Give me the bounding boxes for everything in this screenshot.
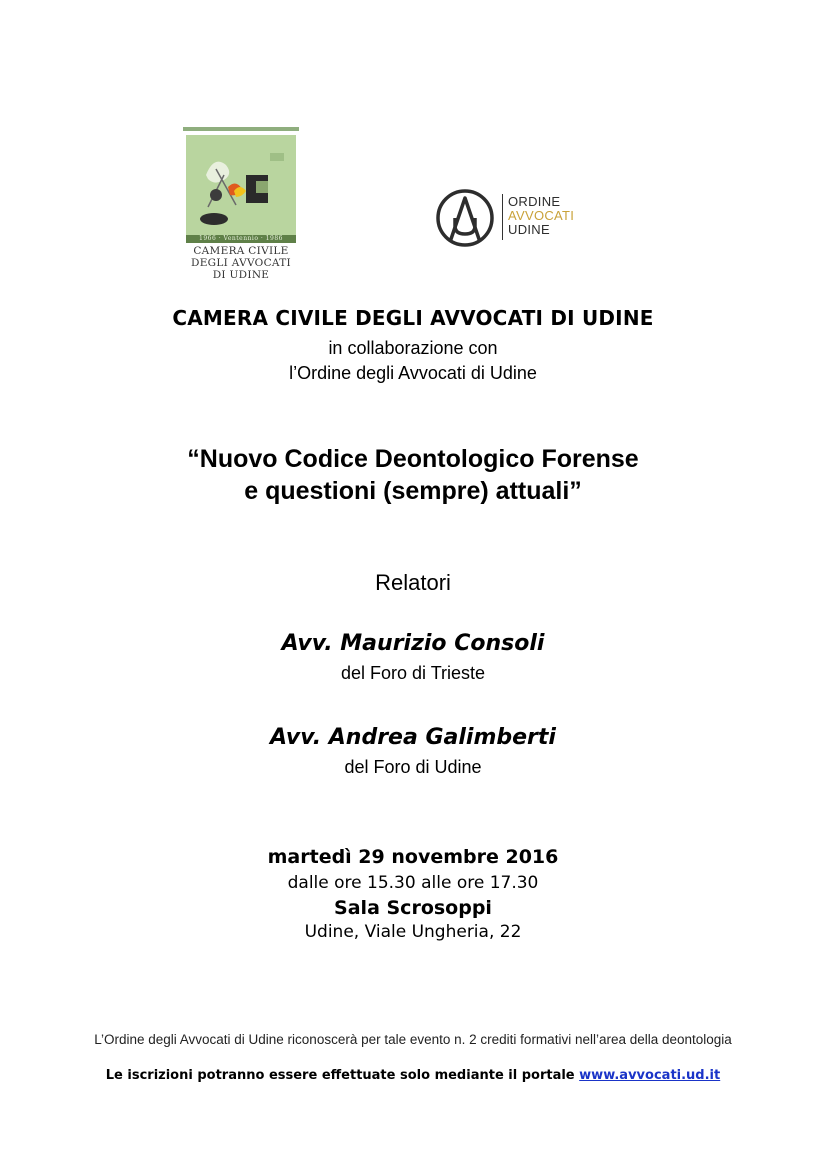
signup-note [80,1068,746,1083]
credits-note: L’Ordine degli Avvocati di Udine riconoscerà per tale evento n. 2 crediti formativi nell’area della deontologia [94,1032,732,1047]
organizer-title: CAMERA CIVILE DEGLI AVVOCATI DI UDINE [172,306,654,330]
speakers-heading: Relatori [375,570,451,595]
event-time: dalle ore 15.30 alle ore 17.30 [287,873,539,893]
event-venue: Sala Scrosoppi [334,897,492,919]
ordine-logo-line1: ORDINE [508,194,561,209]
speaker-affiliation: del Foro di Udine [344,757,482,777]
event-date: martedì 29 novembre 2016 [267,846,559,868]
event-address: Udine, Viale Ungheria, 22 [304,922,522,942]
logo-caption [183,245,299,281]
logo-caption-line1: CAMERA CIVILE [193,245,289,257]
speaker-name: Avv. Andrea Galimberti [270,725,556,750]
collaboration-line: in collaborazione con [328,338,498,358]
ordine-logo-line3: UDINE [508,222,550,237]
camera-civile-logo [183,127,299,281]
signup-text: Le iscrizioni potranno essere effettuate solo mediante il portale [105,1068,575,1083]
logo-caption-line3: DI UDINE [212,269,270,281]
portal-link[interactable]: www.avvocati.ud.it [579,1068,721,1083]
logo-artwork [186,135,296,241]
logo-caption-line2: DEGLI AVVOCATI [191,257,291,269]
topic-title-line2: e questioni (sempre) attuali” [244,477,582,505]
speaker-affiliation: del Foro di Trieste [340,663,486,683]
ordine-avvocati-logo [435,188,595,248]
logo-top-rule [183,127,299,131]
partner-name: l’Ordine degli Avvocati di Udine [289,363,537,383]
logo-divider [502,194,503,240]
ordine-logo-line2: AVVOCATI [508,208,575,223]
ordine-monogram-icon [435,188,495,248]
topic-title-line1: “Nuovo Codice Deontologico Forense [187,445,639,473]
logo-band: 1966 · Ventennio · 1986 [186,235,296,243]
abstract-painting-icon [186,135,296,241]
speaker-name: Avv. Maurizio Consoli [281,631,545,656]
